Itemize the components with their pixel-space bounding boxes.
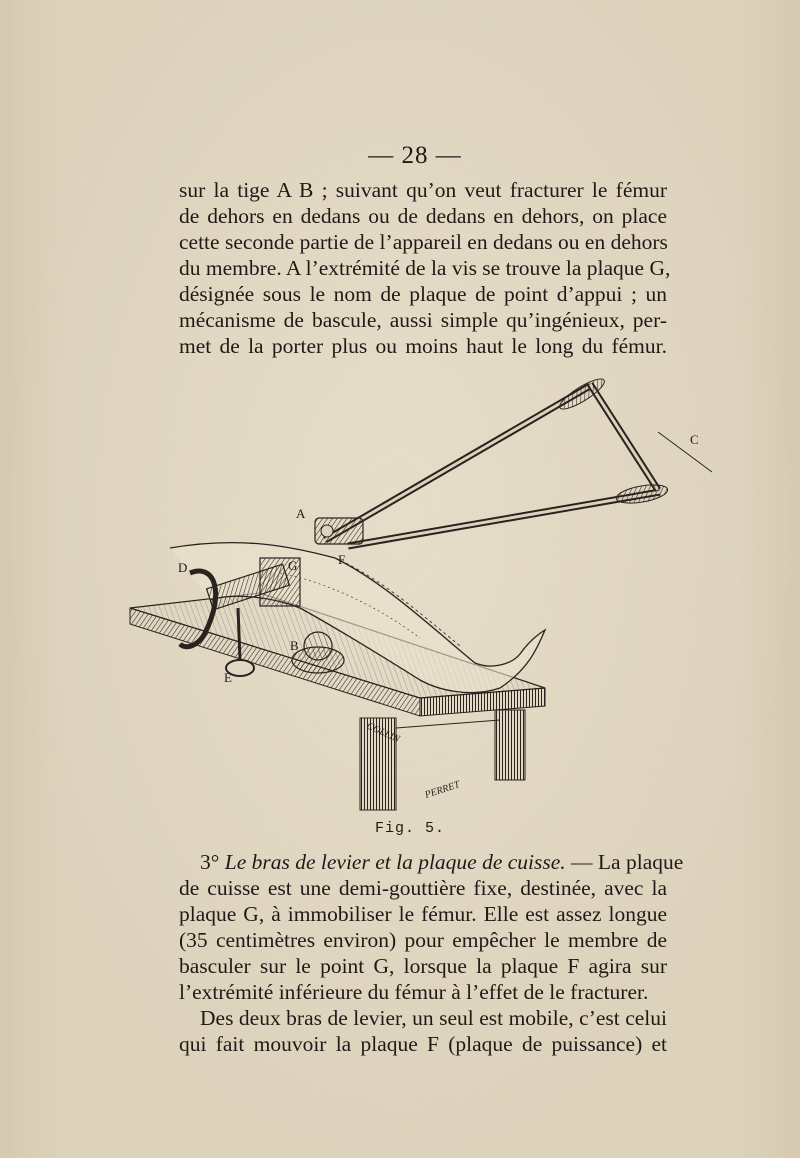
section-title: Le bras de levier et la plaque de cuisse. bbox=[224, 850, 566, 874]
signature-perret: PERRET bbox=[423, 779, 462, 801]
text-line: de cuisse est une demi-gouttière fixe, destinée, avec la bbox=[179, 876, 667, 900]
text-line: sur la tige A B ; suivant qu’on veut fracturer le fémur bbox=[179, 178, 667, 202]
label-a: A bbox=[296, 506, 306, 521]
label-d: D bbox=[178, 560, 188, 575]
text-line: du membre. A l’extrémité de la vis se trouve la plaque G, bbox=[179, 256, 671, 280]
text-line: de dehors en dedans ou de dedans en dehors, on place bbox=[179, 204, 667, 228]
page-number: — 28 — bbox=[368, 142, 462, 169]
text-line: plaque G, à immobiliser le fémur. Elle est assez longue bbox=[179, 902, 667, 926]
figure-caption: Fig. 5. bbox=[374, 820, 445, 837]
label-f: F bbox=[338, 552, 346, 567]
section-number: 3° bbox=[200, 850, 225, 874]
text-line: cette seconde partie de l’appareil en dedans ou en dehors bbox=[179, 230, 668, 254]
label-c: C bbox=[690, 432, 699, 447]
text-line: met de la porter plus ou moins haut le long du fémur. bbox=[179, 334, 667, 358]
label-g: G bbox=[288, 558, 298, 573]
text-line: mécanisme de bascule, aussi simple qu’ingénieux, per- bbox=[179, 308, 667, 332]
section-text-rest: — La plaque bbox=[565, 850, 684, 874]
text-line: désignée sous le nom de plaque de point d’appui ; un bbox=[179, 282, 667, 306]
lever-arms bbox=[315, 374, 712, 546]
section-heading-line bbox=[200, 848, 684, 876]
text-line: (35 centimètres environ) pour empêcher le membre de bbox=[179, 928, 667, 952]
label-e: E bbox=[224, 670, 232, 685]
text-line: l’extrémité inférieure du fémur à l’effet de le fracturer. bbox=[179, 980, 649, 1004]
text-line: qui fait mouvoir la plaque F (plaque de puissance) et bbox=[179, 1032, 667, 1056]
label-b: B bbox=[290, 638, 299, 653]
apparatus-engraving bbox=[120, 368, 720, 818]
signature-collin: COLLIN bbox=[364, 720, 402, 745]
text-line: Des deux bras de levier, un seul est mobile, c’est celui bbox=[200, 1006, 667, 1030]
text-line: basculer sur le point G, lorsque la plaque F agira sur bbox=[179, 954, 667, 978]
figure-fracture-apparatus bbox=[120, 368, 720, 818]
